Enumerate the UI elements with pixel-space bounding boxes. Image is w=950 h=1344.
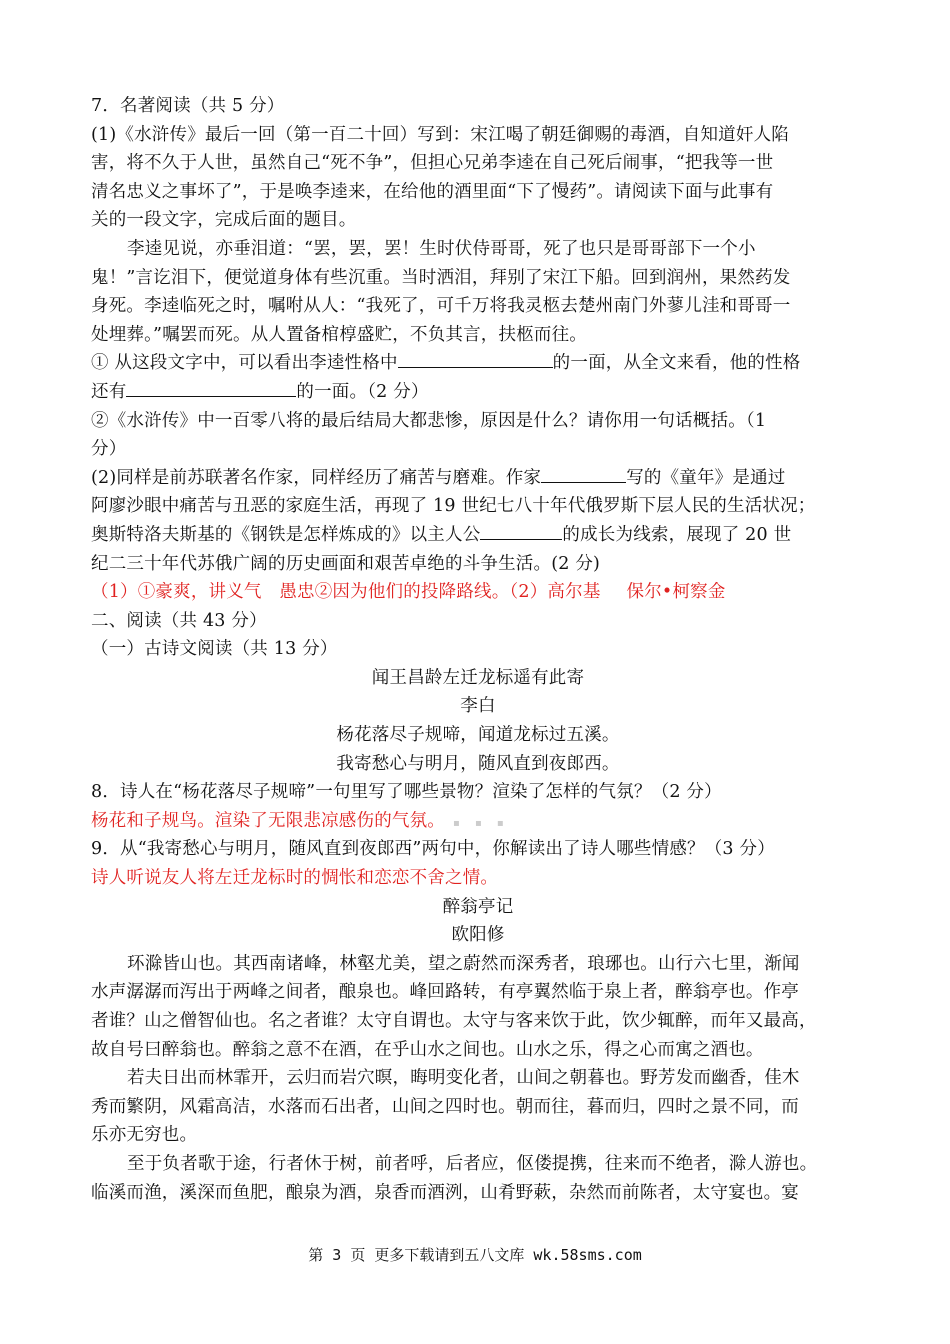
q7-sub1-text: ① 从这段文字中，可以看出李逵性格中 <box>91 353 398 374</box>
essay-line: 至于负者歌于途，行者休于树，前者呼，后者应，伛偻提携，往来而不绝者，滁人游也。 <box>127 1153 818 1174</box>
q7-p2-line <box>91 521 865 550</box>
q7-sub1-text: 还有 <box>91 381 127 402</box>
essay-author: 欧阳修 <box>451 925 505 946</box>
q7-p2-line: 阿廖沙眼中痛苦与丑恶的家庭生活，再现了 19 世纪七八十年代俄罗斯下层人民的生活状况； <box>91 496 816 517</box>
answer-blank[interactable] <box>398 349 553 368</box>
q9-question: 9．从“我寄愁心与明月，随风直到夜郎西”两句中，你解读出了诗人哪些情感？（3 分） <box>91 839 775 860</box>
q7-intro-line: 害，将不久于人世，虽然自己“死不争”，但担心兄弟李逵在自己死后闹事，“把我等一世 <box>91 153 774 174</box>
section2-heading: 二、阅读（共 43 分） <box>91 610 267 631</box>
q8-question: 8．诗人在“杨花落尽子规啼”一句里写了哪些景物？渲染了怎样的气氛？（2 分） <box>91 782 722 803</box>
q7-passage-line: 李逵见说，亦垂泪道：“罢，罢，罢！生时伏侍哥哥，死了也只是哥哥部下一个小 <box>127 238 756 259</box>
q7-sub1-line <box>91 349 865 378</box>
q7-sub1-text: 的一面。（2 分） <box>296 381 429 402</box>
page-footer: 第 3 页 更多下载请到五八文库 wk.58sms.com <box>308 1246 642 1264</box>
q7-sub2-line: ②《水浒传》中一百零八将的最后结局大都悲惨，原因是什么？请你用一句话概括。（1 <box>91 410 767 431</box>
q7-p2-line: 纪二三十年代苏俄广阔的历史画面和艰苦卓绝的斗争生活。(2 分) <box>91 553 601 574</box>
essay-line: 临溪而渔，溪深而鱼肥，酿泉为酒，泉香而酒洌，山肴野蔌，杂然而前陈者，太守宴也。宴 <box>91 1182 799 1203</box>
essay-line: 环滁皆山也。其西南诸峰，林壑尤美，望之蔚然而深秀者，琅琊也。山行六七里，渐闻 <box>127 953 800 974</box>
q7-answer-text: 保尔•柯察金 <box>626 582 726 603</box>
answer-blank[interactable] <box>126 378 296 397</box>
essay-line: 秀而繁阴，风霜高洁，水落而石出者，山间之四时也。朝而往，暮而归，四时之景不同，而 <box>91 1096 799 1117</box>
q7-intro-line: 清名忠义之事坏了”，于是唤李逵来，在给他的酒里面“下了慢药”。请阅读下面与此事有 <box>91 181 774 202</box>
q7-sub1-line <box>91 378 865 407</box>
q8-answer: 杨花和子规鸟。渲染了无限悲凉感伤的气氛。 <box>91 810 445 831</box>
q7-answer-text: （1）①豪爽，讲义气 愚忠②因为他们的投降路线。（2）高尔基 <box>91 582 601 603</box>
q7-sub1-text: 的一面，从全文来看，他的性格 <box>552 353 801 374</box>
q7-p2-text: 的成长为线索，展现了 20 世 <box>562 524 792 545</box>
q7-passage-line: 身死。李逵临死之时，嘱咐从人：“我死了，可千万将我灵柩去楚州南门外蓼儿洼和哥哥一 <box>91 296 791 317</box>
poem-line: 杨花落尽子规啼，闻道龙标过五溪。 <box>336 725 620 746</box>
essay-line: 乐亦无穷也。 <box>91 1125 198 1146</box>
q7-passage-line: 鬼！”言讫泪下，便觉道身体有些沉重。当时洒泪，拜别了宋江下船。回到润州，果然药发 <box>91 267 791 288</box>
q8-answer-line <box>91 807 865 836</box>
essay-line: 者谁？山之僧智仙也。名之者谁？太守自谓也。太守与客来饮于此，饮少辄醉，而年又最高， <box>91 1011 817 1031</box>
q7-sub2-line: 分） <box>91 439 127 460</box>
q7-heading: 7．名著阅读（共 5 分） <box>91 96 285 116</box>
poem-title: 闻王昌龄左迁龙标遥有此寄 <box>371 667 585 688</box>
q7-p2-line <box>91 464 865 493</box>
q7-p2-text: 奥斯特洛夫斯基的《钢铁是怎样炼成的》以主人公 <box>91 524 481 545</box>
document-page <box>91 92 865 1207</box>
decorative-marks: ▪ ▪ ▪ <box>453 817 510 829</box>
essay-line: 故自号曰醉翁也。醉翁之意不在酒，在乎山水之间也。山水之乐，得之心而寓之酒也。 <box>91 1039 764 1060</box>
section2-sub-heading: （一）古诗文阅读（共 13 分） <box>91 639 338 660</box>
poem-line: 我寄愁心与明月，随风直到夜郎西。 <box>336 753 620 774</box>
q7-p2-text: 写的《童年》是通过 <box>626 467 786 488</box>
q7-answer <box>91 578 865 607</box>
answer-blank[interactable] <box>541 464 626 483</box>
q7-passage-line: 处埋葬。”嘱罢而死。从人置备棺椁盛贮，不负其言，扶柩而往。 <box>91 324 587 345</box>
q7-intro-line: (1)《水浒传》最后一回（第一百二十回）写到：宋江喝了朝廷御赐的毒酒，自知道奸人陷 <box>91 124 789 145</box>
poem-author: 李白 <box>460 696 496 717</box>
essay-line: 水声潺潺而泻出于两峰之间者，酿泉也。峰回路转，有亭翼然临于泉上者，醉翁亭也。作亭 <box>91 982 799 1003</box>
q7-p2-text: (2)同样是前苏联著名作家，同样经历了痛苦与磨难。作家 <box>91 467 542 488</box>
essay-line: 若夫日出而林霏开，云归而岩穴暝，晦明变化者，山间之朝暮也。野芳发而幽香，佳木 <box>127 1068 800 1089</box>
essay-title: 醉翁亭记 <box>442 896 514 917</box>
answer-blank[interactable] <box>480 521 562 540</box>
q7-intro-line: 关的一段文字，完成后面的题目。 <box>91 210 357 231</box>
q9-answer: 诗人听说友人将左迁龙标时的惆怅和恋恋不舍之情。 <box>91 868 499 889</box>
